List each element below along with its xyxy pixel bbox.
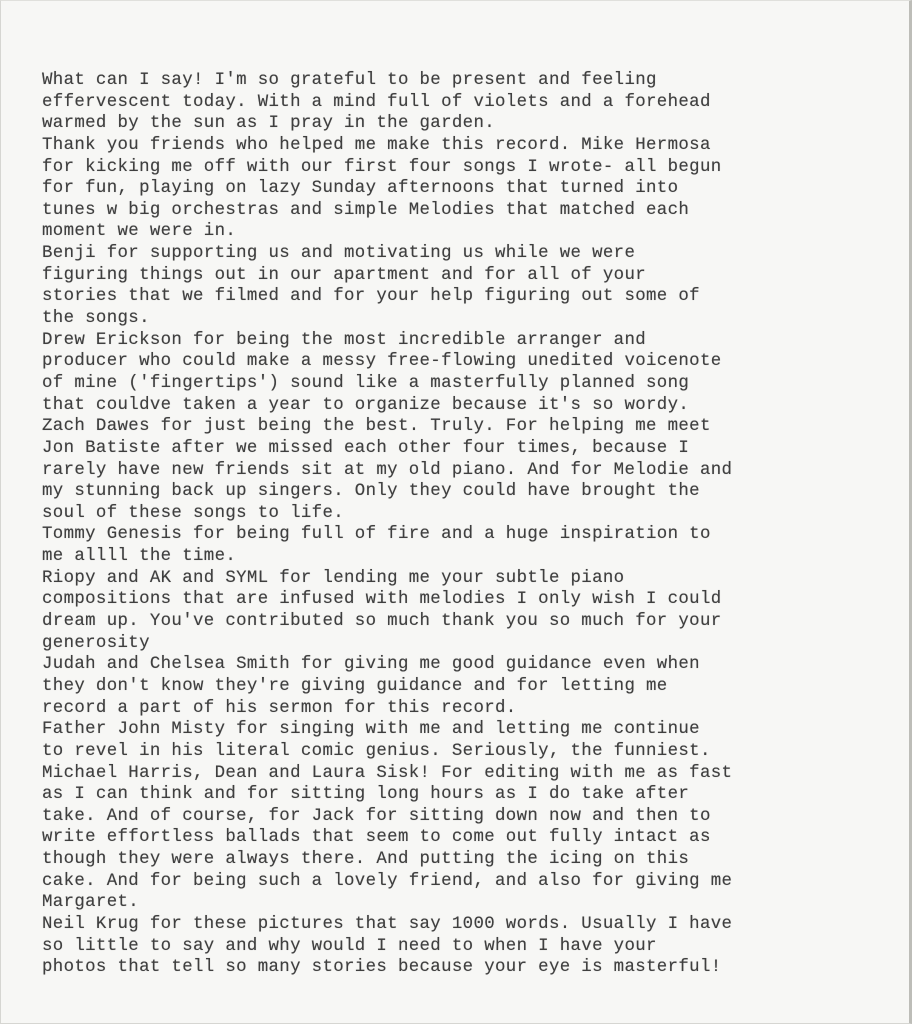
text-line: Father John Misty for singing with me and letting me continue <box>42 720 700 740</box>
text-line: figuring things out in our apartment and for all of your <box>42 265 647 285</box>
text-line: Riopy and AK and SYML for lending me your subtle piano <box>42 568 625 588</box>
text-line: Thank you friends who helped me make this record. Mike Hermosa <box>42 135 711 155</box>
text-line: take. And of course, for Jack for sitting down now and then to <box>42 806 711 826</box>
text-line: as I can think and for sitting long hours as I do take after <box>42 785 690 805</box>
text-line: compositions that are infused with melodies I only wish I could <box>42 590 722 610</box>
text-line: write effortless ballads that seem to come out fully intact as <box>42 828 711 848</box>
text-line: of mine ('fingertips') sound like a masterfully planned song <box>42 373 690 393</box>
text-line: warmed by the sun as I pray in the garden. <box>42 114 496 134</box>
text-line: Benji for supporting us and motivating us while we were <box>42 244 636 264</box>
text-line: that couldve taken a year to organize because it's so wordy. <box>42 395 690 415</box>
typewritten-letter-text <box>42 70 892 979</box>
text-line: rarely have new friends sit at my old piano. And for Melodie and <box>42 460 733 480</box>
text-line: photos that tell so many stories because your eye is masterful! <box>42 958 722 978</box>
text-line: Drew Erickson for being the most incredible arranger and <box>42 330 647 350</box>
text-line: Tommy Genesis for being full of fire and a huge inspiration to <box>42 525 711 545</box>
text-line: they don't know they're giving guidance and for letting me <box>42 676 668 696</box>
text-line: cake. And for being such a lovely friend, and also for giving me <box>42 871 733 891</box>
text-line: though they were always there. And putting the icing on this <box>42 850 690 870</box>
text-line: to revel in his literal comic genius. Seriously, the funniest. <box>42 741 711 761</box>
text-line: Margaret. <box>42 893 140 913</box>
text-line: soul of these songs to life. <box>42 503 345 523</box>
text-line: so little to say and why would I need to when I have your <box>42 936 657 956</box>
text-line: record a part of his sermon for this record. <box>42 698 517 718</box>
text-line: me allll the time. <box>42 547 237 567</box>
text-line: tunes w big orchestras and simple Melodies that matched each <box>42 200 690 220</box>
text-line: my stunning back up singers. Only they could have brought the <box>42 482 700 502</box>
text-line: Neil Krug for these pictures that say 1000 words. Usually I have <box>42 914 733 934</box>
text-line: What can I say! I'm so grateful to be present and feeling <box>42 71 657 90</box>
text-line: for kicking me off with our first four songs I wrote- all begun <box>42 157 722 177</box>
text-line: Jon Batiste after we missed each other four times, because I <box>42 438 690 458</box>
text-line: generosity <box>42 633 150 653</box>
text-line: stories that we filmed and for your help figuring out some of <box>42 287 700 307</box>
text-line: for fun, playing on lazy Sunday afternoons that turned into <box>42 179 679 199</box>
text-line: the songs. <box>42 309 150 329</box>
text-line: Judah and Chelsea Smith for giving me good guidance even when <box>42 655 700 675</box>
text-line: effervescent today. With a mind full of violets and a forehead <box>42 92 711 112</box>
text-line: producer who could make a messy free-flowing unedited voicenote <box>42 352 722 372</box>
text-line: Michael Harris, Dean and Laura Sisk! For editing with me as fast <box>42 763 733 783</box>
text-line: Zach Dawes for just being the best. Truly. For helping me meet <box>42 417 711 437</box>
text-line: moment we were in. <box>42 222 237 242</box>
text-line: dream up. You've contributed so much thank you so much for your <box>42 612 722 632</box>
